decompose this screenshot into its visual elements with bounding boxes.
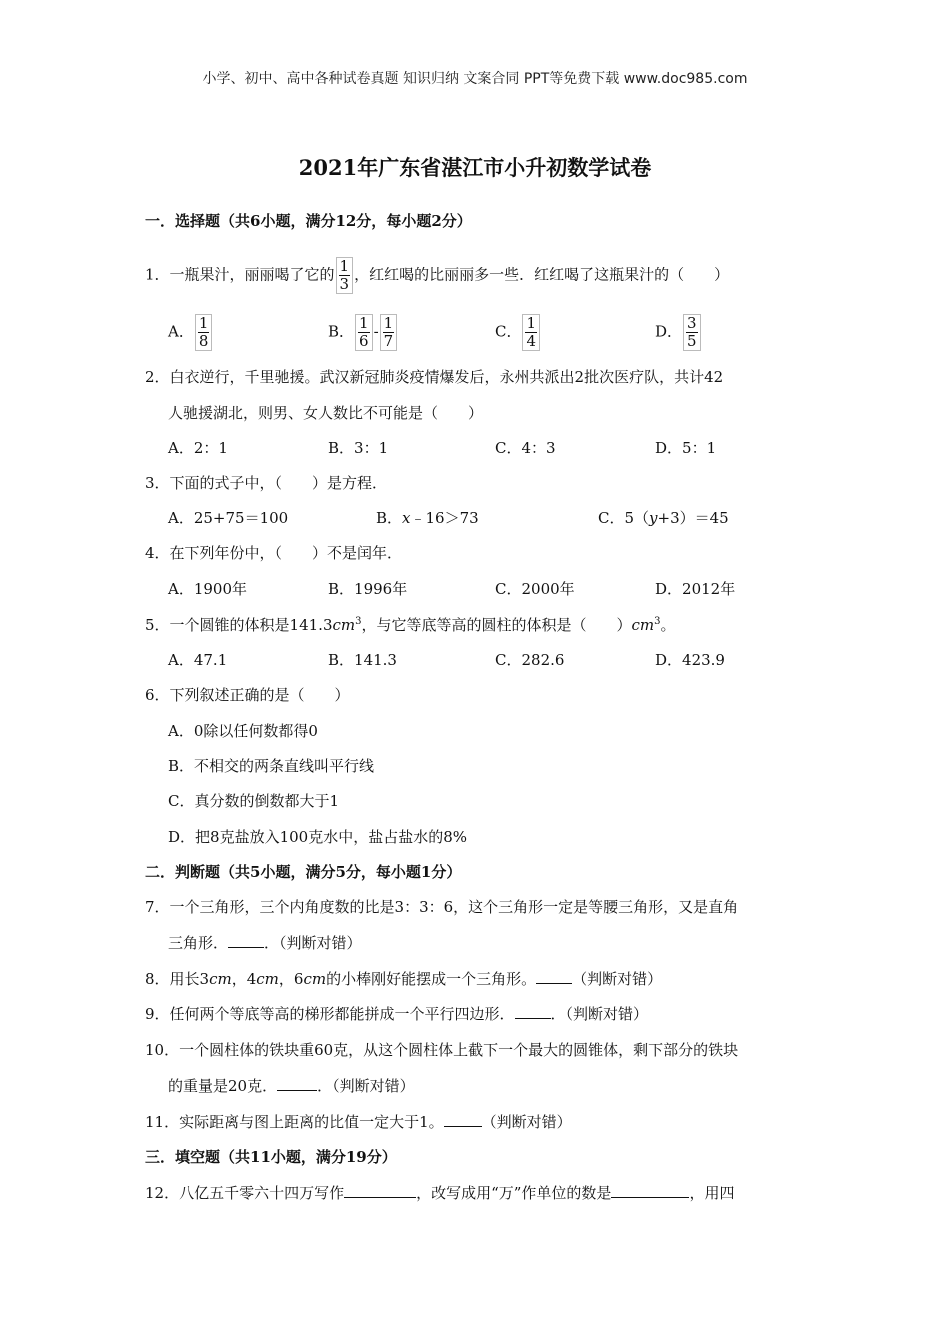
- question-9: 9．任何两个等底等高的梯形都能拼成一个平行四边形． ．（判断对错）: [145, 1005, 649, 1023]
- q6-option-c[interactable]: C．真分数的倒数都大于1: [168, 792, 340, 810]
- question-8: 8．用长3cm，4cm，6cm的小棒刚好能摆成一个三角形。 （判断对错）: [145, 970, 663, 988]
- fraction-b1: $\frac{1}{6}$: [355, 314, 373, 351]
- answer-blank[interactable]: [611, 1183, 689, 1198]
- q1-text-pre: 1．一瓶果汁，丽丽喝了它的: [145, 265, 335, 284]
- question-1: [145, 257, 729, 294]
- q2-option-c[interactable]: C．4：3: [495, 439, 556, 457]
- answer-blank[interactable]: [536, 969, 572, 984]
- fraction-b2: $\frac{1}{7}$: [380, 314, 398, 351]
- question-12: 12．八亿五千零六十四万写作 ，改写成用“万”作单位的数是 ，用四: [145, 1184, 735, 1202]
- q3-option-b[interactable]: B．x﹣16＞73: [376, 509, 479, 527]
- q2-option-b[interactable]: B．3：1: [328, 439, 389, 457]
- q3-option-a[interactable]: A．25+75＝100: [168, 509, 289, 527]
- q4-option-d[interactable]: D．2012年: [655, 580, 736, 598]
- q5-option-b[interactable]: B．141.3: [328, 651, 397, 669]
- question-4: 4．在下列年份中，（ ）不是闰年．: [145, 544, 403, 562]
- answer-blank[interactable]: [277, 1076, 317, 1091]
- question-11: 11．实际距离与图上距离的比值一定大于1。 （判断对错）: [145, 1113, 572, 1131]
- page-title: 2021年广东省湛江市小升初数学试卷: [298, 155, 652, 180]
- answer-blank[interactable]: [515, 1004, 551, 1019]
- question-7-line-1: 7．一个三角形，三个内角度数的比是3：3：6，这个三角形一定是等腰三角形，又是直角: [145, 898, 739, 916]
- question-5: 5．一个圆锥的体积是$141.3cm^3$，与它等底等高的圆柱的体积是（ ）$cm^3$。: [145, 616, 676, 634]
- q4-option-c[interactable]: C．2000年: [495, 580, 575, 598]
- q5-option-a[interactable]: A．47.1: [168, 651, 228, 669]
- fraction-a: $\frac{1}{8}$: [195, 314, 213, 351]
- q1-text-post: ，红红喝的比丽丽多一些．红红喝了这瓶果汁的（ ）: [354, 265, 730, 284]
- section-heading-choice: 一．选择题（共6小题，满分12分，每小题2分）: [145, 212, 472, 230]
- q5-option-c[interactable]: C．282.6: [495, 651, 565, 669]
- q1-option-c[interactable]: C． $\frac{1}{4}$: [495, 314, 541, 351]
- question-3: 3．下面的式子中，（ ）是方程．: [145, 474, 388, 492]
- q6-option-d[interactable]: D．把8克盐放入100克水中，盐占盐水的8%: [168, 828, 467, 846]
- q4-option-b[interactable]: B．1996年: [328, 580, 408, 598]
- q4-option-a[interactable]: A．1900年: [168, 580, 248, 598]
- site-header: 小学、初中、高中各种试卷真题 知识归纳 文案合同 PPT等免费下载 www.doc985.com: [202, 71, 748, 87]
- q6-option-a[interactable]: A．0除以任何数都得0: [168, 722, 318, 740]
- question-2-line-1: 2．白衣逆行，千里驰援。武汉新冠肺炎疫情爆发后，永州共派出2批次医疗队，共计42: [145, 368, 724, 386]
- question-10-line-2: 的重量是20克． ．（判断对错）: [168, 1077, 415, 1095]
- q1-option-d[interactable]: D． $\frac{3}{5}$: [655, 314, 702, 351]
- answer-blank[interactable]: [344, 1183, 416, 1198]
- q2-option-a[interactable]: A．2：1: [168, 439, 228, 457]
- question-6: 6．下列叙述正确的是（ ）: [145, 686, 350, 704]
- question-2-line-2: 人驰援湖北，则男、女人数比不可能是（ ）: [168, 404, 484, 422]
- q5-option-d[interactable]: D．423.9: [655, 651, 725, 669]
- fraction-d: $\frac{3}{5}$: [683, 314, 701, 351]
- section-heading-judge: 二．判断题（共5小题，满分5分，每小题1分）: [145, 863, 462, 881]
- answer-blank[interactable]: [228, 933, 264, 948]
- q1-option-b[interactable]: B． $\frac{1}{6}$ - $\frac{1}{7}$: [328, 314, 398, 351]
- question-10-line-1: 10．一个圆柱体的铁块重60克，从这个圆柱体上截下一个最大的圆锥体，剩下部分的铁块: [145, 1041, 739, 1059]
- answer-blank[interactable]: [444, 1112, 482, 1127]
- fraction-one-third: $\frac{1}{3}$: [336, 257, 354, 294]
- q2-option-d[interactable]: D．5：1: [655, 439, 717, 457]
- fraction-c: $\frac{1}{4}$: [522, 314, 540, 351]
- section-heading-fill: 三．填空题（共11小题，满分19分）: [145, 1148, 397, 1166]
- q3-option-c[interactable]: C．5（y+3）＝45: [598, 509, 729, 527]
- question-7-line-2: 三角形． ．（判断对错）: [168, 934, 362, 952]
- q6-option-b[interactable]: B．不相交的两条直线叫平行线: [168, 757, 375, 775]
- q1-option-a[interactable]: A． $\frac{1}{8}$: [168, 314, 213, 351]
